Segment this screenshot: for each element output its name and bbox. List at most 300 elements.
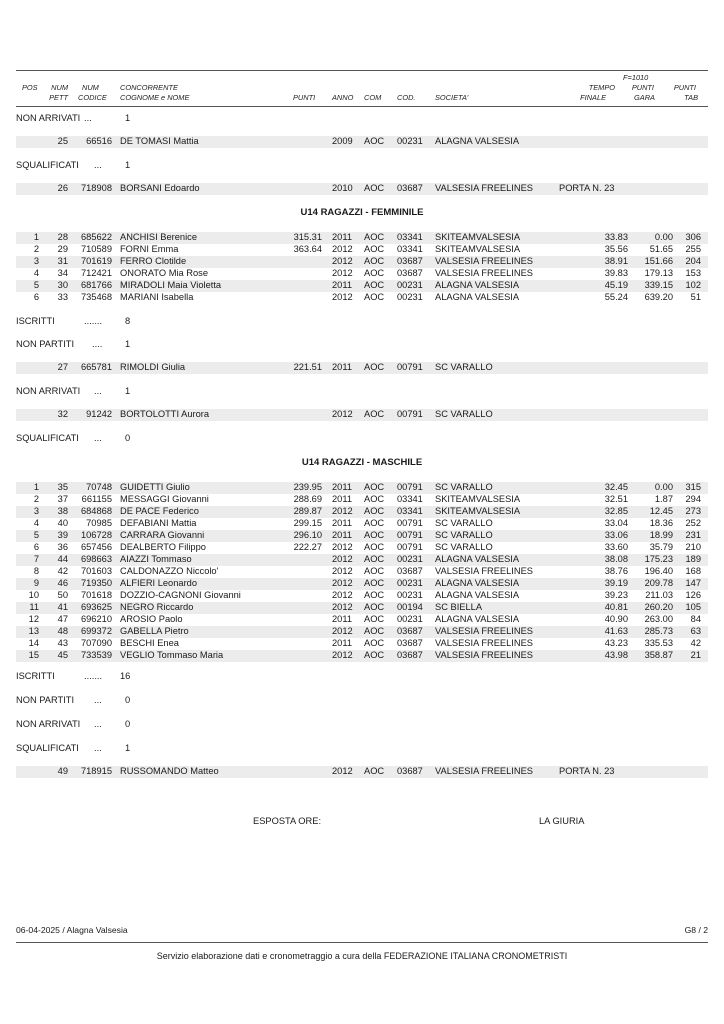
pett-cell: 46 [57,578,68,588]
athlete-name-cell: BESCHI Enea [120,638,179,648]
club-code-cell: 00194 [397,602,423,612]
esposta-ore-label: ESPOSTA ORE: [253,816,322,826]
position-cell: 4 [33,268,39,278]
table-points-cell: 255 [685,244,701,254]
table-row [16,232,708,244]
athlete-name-cell: NEGRO Riccardo [120,602,194,612]
pett-cell: 36 [57,542,68,552]
committee-cell: AOC [364,136,385,146]
committee-cell: AOC [364,530,385,540]
fem-iscritti-label: ISCRITTI ....... 8 [16,316,131,326]
header-pos: POS [22,83,38,92]
year-cell: 2012 [332,292,353,302]
athlete-name-cell: FERRO Clotilde [120,256,187,266]
table-row [16,362,708,374]
table-points-cell: 147 [685,578,701,588]
code-cell: 106728 [80,530,112,540]
club-code-cell: 00791 [397,482,423,492]
pett-cell: 39 [57,530,68,540]
table-points-cell: 231 [685,530,701,540]
club-code-cell: 00231 [397,136,423,146]
athlete-name-cell: GABELLA Pietro [120,626,189,636]
committee-cell: AOC [364,554,385,564]
club-name-cell: SC VARALLO [435,409,493,419]
race-points-cell: 260.20 [644,602,673,612]
athlete-name-cell: CALDONAZZO Niccolo' [120,566,219,576]
position-cell: 6 [33,542,39,552]
table-row [16,280,708,292]
table-points-cell: 189 [685,554,701,564]
header-tempo-1: TEMPO [588,83,615,92]
club-name-cell: VALSESIA FREELINES [435,638,534,648]
year-cell: 2011 [332,614,352,624]
committee-cell: AOC [364,183,385,193]
table-points-cell: 273 [685,506,701,516]
athlete-name-cell: CARRARA Giovanni [120,530,205,540]
final-time-cell: 41.63 [604,626,628,636]
club-code-cell: 03687 [397,650,423,660]
code-cell: 733539 [80,650,112,660]
committee-cell: AOC [364,542,385,552]
pett-cell: 43 [57,638,68,648]
table-points-cell: 204 [685,256,701,266]
final-time-cell: 38.91 [604,256,628,266]
year-cell: 2011 [332,530,352,540]
squalificati-label: SQUALIFICATI ... 1 [16,160,131,170]
table-row [16,183,708,195]
pett-cell: 33 [57,292,68,302]
final-time-cell: 38.76 [604,566,628,576]
mas-non-arrivati-label: NON ARRIVATI ... 0 [16,719,131,729]
club-name-cell: SKITEAMVALSESIA [435,232,521,242]
committee-cell: AOC [364,590,385,600]
year-cell: 2012 [332,256,353,266]
committee-cell: AOC [364,494,385,504]
table-row [16,244,708,256]
header-num-pett-2: PETT [49,93,68,102]
code-cell: 710589 [80,244,112,254]
year-cell: 2012 [332,244,353,254]
position-cell: 14 [28,638,39,648]
code-cell: 661155 [81,494,112,504]
athlete-name-cell: DEALBERTO Filippo [120,542,206,552]
code-cell: 718908 [80,183,112,193]
table-row [16,542,708,554]
pett-cell: 50 [57,590,68,600]
pett-cell: 32 [57,409,68,419]
points-cell: 315.31 [293,232,322,242]
year-cell: 2012 [332,554,353,564]
header-num-pett-1: NUM [51,83,68,92]
club-name-cell: VALSESIA FREELINES [435,256,534,266]
club-name-cell: SKITEAMVALSESIA [435,494,521,504]
table-points-cell: 294 [685,494,701,504]
top-rule [16,70,708,71]
race-points-cell: 51.65 [649,244,673,254]
club-code-cell: 00791 [397,362,423,372]
header-cod: COD. [397,93,416,102]
club-code-cell: 00231 [397,590,423,600]
pett-cell: 42 [57,566,68,576]
header-societa: SOCIETA' [435,93,469,102]
athlete-name-cell: RUSSOMANDO Matteo [120,766,219,776]
club-code-cell: 00791 [397,542,423,552]
final-time-cell: 45.19 [604,280,628,290]
final-time-cell: 33.83 [604,232,628,242]
pett-cell: 26 [57,183,68,193]
header-concorrente-2: COGNOME e NOME [120,93,190,102]
position-cell: 8 [33,566,39,576]
pett-cell: 38 [57,506,68,516]
committee-cell: AOC [364,518,385,528]
year-cell: 2012 [332,409,353,419]
pett-cell: 28 [57,232,68,242]
club-code-cell: 03687 [397,638,423,648]
code-cell: 735468 [80,292,112,302]
table-row [16,268,708,280]
table-row [16,590,708,602]
race-points-cell: 0.00 [654,482,673,492]
header-punti-tab-1: PUNTI [673,83,696,92]
code-cell: 657456 [80,542,112,552]
committee-cell: AOC [364,766,385,776]
athlete-name-cell: MIRADOLI Maia Violetta [120,280,222,290]
athlete-name-cell: DOZZIO-CAGNONI Giovanni [120,590,241,600]
pett-cell: 27 [57,362,68,372]
race-points-cell: 18.36 [649,518,673,528]
table-row [16,530,708,542]
final-time-cell: 40.81 [604,602,628,612]
committee-cell: AOC [364,409,385,419]
athlete-name-cell: ONORATO Mia Rose [120,268,208,278]
final-time-cell: 43.23 [604,638,628,648]
club-code-cell: 00231 [397,614,423,624]
committee-cell: AOC [364,292,385,302]
club-name-cell: SC VARALLO [435,530,493,540]
table-points-cell: 252 [685,518,701,528]
club-code-cell: 03687 [397,626,423,636]
table-row [16,578,708,590]
race-points-cell: 209.78 [644,578,673,588]
race-points-cell: 151.66 [644,256,673,266]
club-name-cell: VALSESIA FREELINES [435,650,534,660]
mas-iscritti-label: ISCRITTI ....... 16 [16,671,131,681]
code-cell: 718915 [80,766,112,776]
pett-cell: 34 [57,268,68,278]
club-name-cell: SC VARALLO [435,362,493,372]
final-time-cell: 38.08 [604,554,628,564]
points-cell: 288.69 [293,494,322,504]
code-cell: 696210 [80,614,112,624]
header-rule [16,106,708,107]
position-cell: 4 [33,518,39,528]
table-row [16,292,708,304]
committee-cell: AOC [364,602,385,612]
committee-cell: AOC [364,506,385,516]
code-cell: 707090 [80,638,112,648]
final-time-cell: 43.98 [604,650,628,660]
code-cell: 685622 [80,232,112,242]
code-cell: 681766 [80,280,112,290]
table-row [16,494,708,506]
club-code-cell: 00231 [397,554,423,564]
final-time-cell: 32.85 [604,506,628,516]
pett-cell: 25 [57,136,68,146]
position-cell: 10 [28,590,39,600]
committee-cell: AOC [364,482,385,492]
position-cell: 11 [29,602,39,612]
race-points-cell: 196.40 [644,566,673,576]
table-row [16,518,708,530]
table-row [16,482,708,494]
code-cell: 66516 [86,136,112,146]
pett-cell: 41 [57,602,68,612]
athlete-name-cell: DE PACE Federico [120,506,199,516]
year-cell: 2012 [332,602,353,612]
year-cell: 2012 [332,650,353,660]
table-row [16,614,708,626]
fem-squalificati-label: SQUALIFICATI ... 0 [16,433,131,443]
final-time-cell: 39.23 [604,590,628,600]
table-row [16,638,708,650]
year-cell: 2009 [332,136,353,146]
header-anno: ANNO [332,93,354,102]
table-points-cell: 51 [690,292,701,302]
position-cell: 13 [28,626,39,636]
header-punti-gara-2: GARA [634,93,655,102]
committee-cell: AOC [364,362,385,372]
table-points-cell: 21 [690,650,701,660]
final-time-cell: 32.45 [604,482,628,492]
athlete-name-cell: BORTOLOTTI Aurora [120,409,210,419]
athlete-name-cell: VEGLIO Tommaso Maria [120,650,224,660]
club-code-cell: 03687 [397,268,423,278]
pett-cell: 48 [57,626,68,636]
table-row [16,566,708,578]
year-cell: 2011 [332,638,352,648]
table-points-cell: 168 [685,566,701,576]
mas-squalificati-label: SQUALIFICATI ... 1 [16,743,131,753]
committee-cell: AOC [364,244,385,254]
athlete-name-cell: GUIDETTI Giulio [120,482,190,492]
race-points-cell: 211.03 [645,590,673,600]
club-code-cell: 03341 [397,232,423,242]
final-time-cell: 35.56 [604,244,628,254]
club-code-cell: 03687 [397,566,423,576]
code-cell: 693625 [80,602,112,612]
year-cell: 2011 [332,482,352,492]
race-points-cell: 358.87 [644,650,673,660]
code-cell: 712421 [80,268,112,278]
club-code-cell: 00791 [397,409,423,419]
position-cell: 15 [28,650,39,660]
table-row [16,554,708,566]
committee-cell: AOC [364,256,385,266]
table-points-cell: 105 [685,602,701,612]
year-cell: 2011 [332,494,352,504]
table-row [16,650,708,662]
code-cell: 665781 [80,362,112,372]
pett-cell: 40 [57,518,68,528]
club-name-cell: SC BIELLA [435,602,483,612]
athlete-name-cell: MARIANI Isabella [120,292,194,302]
footer-service-text: Servizio elaborazione dati e cronometraggio a cura della FEDERAZIONE ITALIANA CRONOMETRISTI [156,951,568,961]
club-code-cell: 03341 [397,494,423,504]
table-row [16,602,708,614]
mas-non-partiti-label: NON PARTITI ... 0 [16,695,131,705]
position-cell: 12 [28,614,39,624]
pett-cell: 37 [57,494,68,504]
year-cell: 2012 [332,578,353,588]
table-points-cell: 84 [690,614,701,624]
position-cell: 1 [33,482,39,492]
committee-cell: AOC [364,566,385,576]
pett-cell: 45 [57,650,68,660]
table-row [16,506,708,518]
club-code-cell: 00231 [397,292,423,302]
code-cell: 701618 [80,590,112,600]
code-cell: 701619 [80,256,112,266]
table-points-cell: 126 [685,590,701,600]
header-tempo-2: FINALE [580,93,606,102]
header-num-cod-1: NUM [82,83,99,92]
athlete-name-cell: BORSANI Edoardo [120,183,200,193]
athlete-name-cell: RIMOLDI Giulia [120,362,186,372]
pett-cell: 35 [57,482,68,492]
committee-cell: AOC [364,232,385,242]
final-time-cell: 33.04 [604,518,628,528]
header-punti-gara-1: PUNTI [631,83,654,92]
club-name-cell: ALAGNA VALSESIA [435,136,520,146]
code-cell: 70985 [86,518,112,528]
year-cell: 2012 [332,766,353,776]
section-title-femminile: U14 RAGAZZI - FEMMINILE [300,207,424,218]
header-num-cod-2: CODICE [78,93,107,102]
position-cell: 1 [33,232,39,242]
final-time-cell: 39.19 [604,578,628,588]
club-name-cell: VALSESIA FREELINES [435,766,534,776]
club-code-cell: 03341 [397,244,423,254]
table-points-cell: 210 [685,542,701,552]
code-cell: 91242 [86,409,112,419]
points-cell: 239.95 [293,482,322,492]
year-cell: 2012 [332,566,353,576]
race-points-cell: 175.23 [644,554,673,564]
note-cell: PORTA N. 23 [559,766,615,776]
club-code-cell: 00231 [397,280,423,290]
club-name-cell: ALAGNA VALSESIA [435,292,520,302]
race-points-cell: 285.73 [644,626,673,636]
position-cell: 7 [33,554,39,564]
table-row [16,766,708,778]
race-points-cell: 12.45 [649,506,673,516]
club-name-cell: ALAGNA VALSESIA [435,554,520,564]
table-points-cell: 306 [685,232,701,242]
footer-page-number: G8 / 2 [684,925,708,935]
final-time-cell: 32.51 [604,494,628,504]
final-time-cell: 33.60 [604,542,628,552]
committee-cell: AOC [364,638,385,648]
race-points-cell: 339.15 [644,280,673,290]
la-giuria-label: LA GIURIA [539,816,585,826]
header-concorrente-1: CONCORRENTE [120,83,178,92]
table-row [16,136,708,148]
code-cell: 701603 [80,566,112,576]
final-time-cell: 39.83 [604,268,628,278]
points-cell: 289.87 [293,506,322,516]
club-code-cell: 00231 [397,578,423,588]
table-points-cell: 102 [685,280,701,290]
committee-cell: AOC [364,626,385,636]
position-cell: 9 [33,578,39,588]
athlete-name-cell: DE TOMASI Mattia [120,136,199,146]
race-points-cell: 35.79 [649,542,673,552]
year-cell: 2011 [332,362,352,372]
race-points-cell: 179.13 [644,268,673,278]
race-points-cell: 639.20 [644,292,673,302]
athlete-name-cell: AROSIO Paolo [120,614,183,624]
final-time-cell: 40.90 [604,614,628,624]
club-name-cell: VALSESIA FREELINES [435,566,534,576]
year-cell: 2011 [332,232,352,242]
club-name-cell: ALAGNA VALSESIA [435,590,520,600]
year-cell: 2012 [332,590,353,600]
position-cell: 5 [33,530,39,540]
club-code-cell: 00791 [397,530,423,540]
pett-cell: 31 [57,256,68,266]
race-points-cell: 263.00 [644,614,673,624]
fem-non-partiti-label: NON PARTITI .... 1 [16,339,131,349]
year-cell: 2010 [332,183,353,193]
position-cell: 2 [33,244,39,254]
club-code-cell: 00791 [397,518,423,528]
pett-cell: 47 [57,614,68,624]
pett-cell: 29 [57,244,68,254]
year-cell: 2011 [332,280,352,290]
table-points-cell: 42 [690,638,701,648]
pett-cell: 49 [57,766,68,776]
code-cell: 70748 [86,482,112,492]
non-arrivati-label: NON ARRIVATI ... 1 [16,113,131,123]
club-name-cell: ALAGNA VALSESIA [435,280,520,290]
club-code-cell: 03341 [397,506,423,516]
footer-rule [16,942,708,943]
club-name-cell: SC VARALLO [435,518,493,528]
position-cell: 3 [33,506,39,516]
club-name-cell: SKITEAMVALSESIA [435,506,521,516]
athlete-name-cell: DEFABIANI Mattia [120,518,197,528]
points-cell: 221.51 [293,362,322,372]
year-cell: 2012 [332,268,353,278]
header-punti: PUNTI [293,93,316,102]
athlete-name-cell: AIAZZI Tommaso [120,554,192,564]
committee-cell: AOC [364,268,385,278]
club-name-cell: SKITEAMVALSESIA [435,244,521,254]
header-f-value: F=1010 [623,73,649,82]
footer-date-place: 06-04-2025 / Alagna Valsesia [16,925,128,935]
code-cell: 699372 [80,626,112,636]
table-row [16,626,708,638]
fem-non-arrivati-label: NON ARRIVATI ... 1 [16,386,131,396]
header-com: COM [364,93,382,102]
position-cell: 3 [33,256,39,266]
code-cell: 698663 [80,554,112,564]
pett-cell: 44 [57,554,68,564]
club-code-cell: 03687 [397,256,423,266]
header-punti-tab-2: TAB [684,93,698,102]
points-cell: 299.15 [293,518,322,528]
points-cell: 296.10 [293,530,322,540]
